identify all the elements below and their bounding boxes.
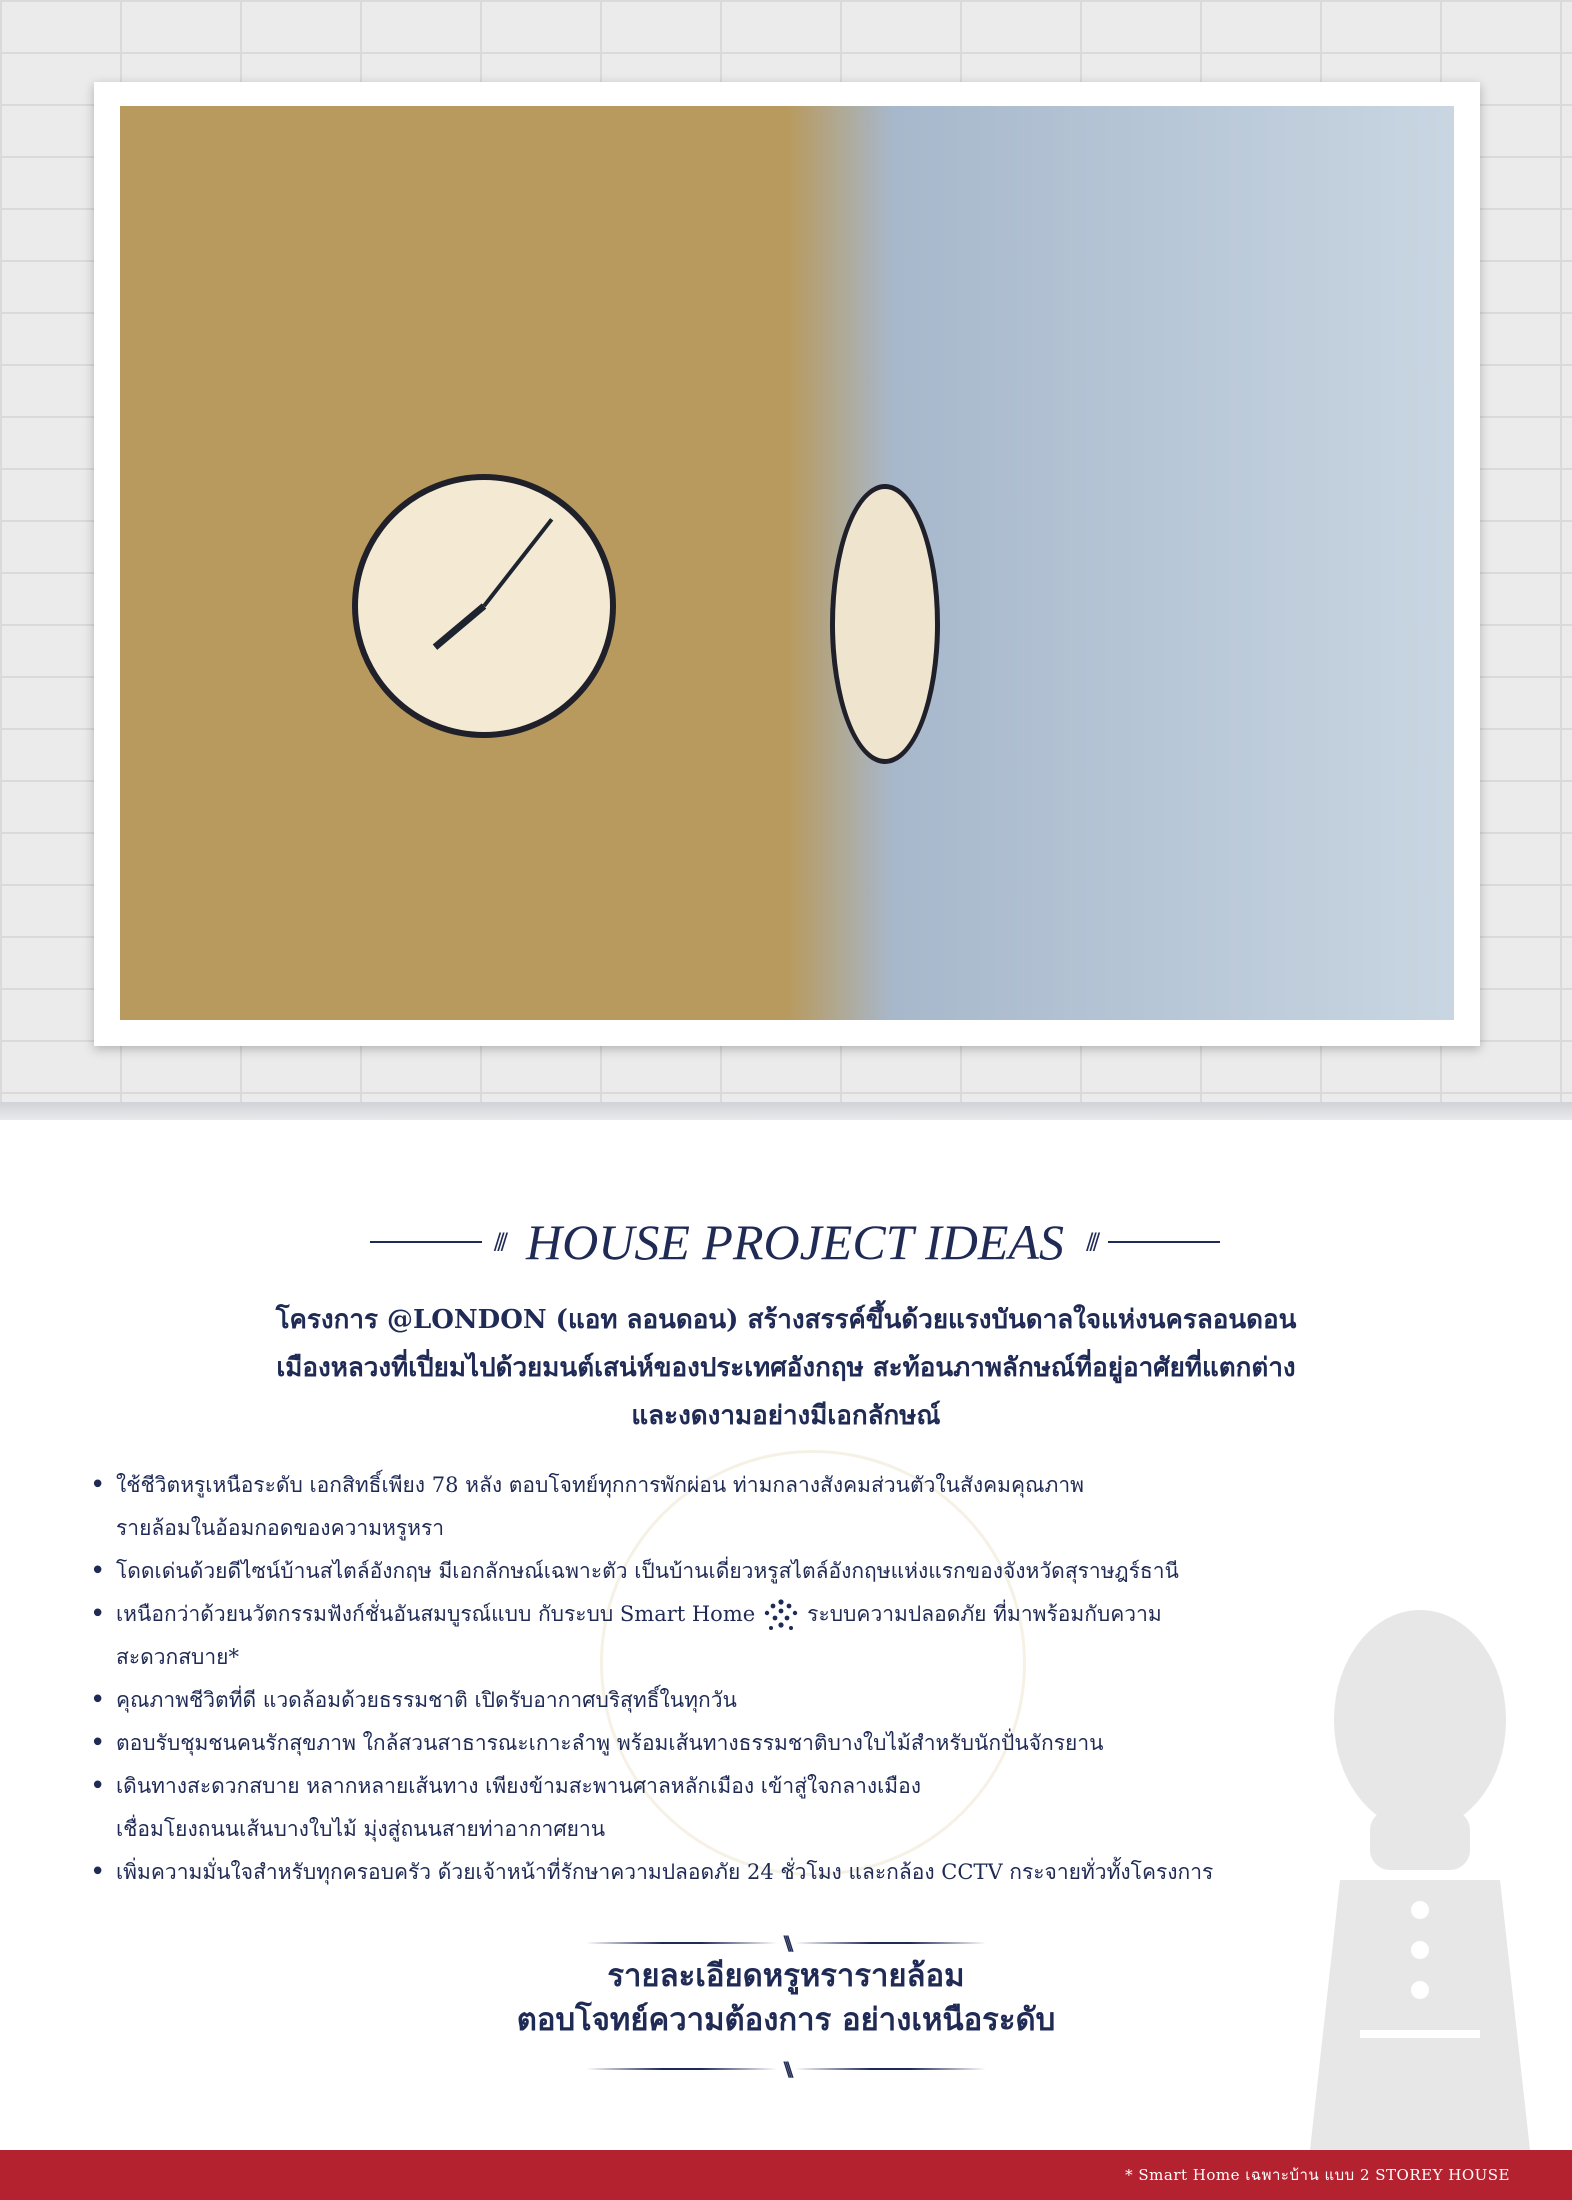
intro-paragraph (110, 1296, 1462, 1440)
list-item (86, 1593, 1506, 1679)
squiggle-ornament-right: /// (1085, 1229, 1097, 1255)
intro-line: เมืองหลวงที่เปี่ยมไปด้วยมนต์เสน่ห์ของประเทศอังกฤษ สะท้อนภาพลักษณ์ที่อยู่อาศัยที่แตกต่าง (276, 1353, 1296, 1383)
smart-home-icon (761, 1598, 801, 1634)
list-item-text-part: ระบบความปลอดภัย ที่มาพร้อมกับความ (807, 1602, 1162, 1626)
page-title: HOUSE PROJECT IDEAS (526, 1214, 1064, 1270)
intro-line: โครงการ @LONDON (แอท ลอนดอน) สร้างสรรค์ขึ้นด้วยแรงบันดาลใจแห่งนครลอนดอน (275, 1305, 1297, 1335)
photo-frame (94, 82, 1480, 1046)
ornament-line (586, 1942, 777, 1944)
intro-line: และงดงามอย่างมีเอกลักษณ์ (631, 1401, 941, 1431)
list-item-text: • เพิ่มความมั่นใจสำหรับทุกครอบครัว ด้วยเจ้าหน้าที่รักษาความปลอดภัย 24 ชั่วโมง และกล้อง CCTV กระจายทั่วทั้งโครงการ (116, 1860, 1214, 1884)
ornament-line (586, 2068, 777, 2070)
ornament-mark: \\\ (783, 1931, 789, 1955)
list-item-text-part: เหนือกว่าด้วยนวัตกรรมฟังก์ชั่นอันสมบูรณ์แบบ กับระบบ Smart Home (116, 1602, 756, 1626)
heading-rule-left (370, 1241, 482, 1243)
ornament-mark: \\\ (783, 2057, 789, 2081)
closing-statement (300, 1954, 1272, 2042)
closing-line: ตอบโจทย์ความต้องการ อย่างเหนือระดับ (516, 2002, 1056, 2038)
list-item-text: เชื่อมโยงถนนเส้นบางใบไม้ มุ่งสู่ถนนสายท่าอากาศยาน (116, 1817, 606, 1841)
feature-list (86, 1464, 1506, 1894)
list-item (86, 1722, 1506, 1765)
closing-line: รายละเอียดหรูหรารายล้อม (607, 1958, 965, 1994)
list-item-text: • ใช้ชีวิตหรูเหนือระดับ เอกสิทธิ์เพียง 78 หลัง ตอบโจทย์ทุกการพักผ่อน ท่ามกลางสังคมส่วนตัวในสังคมคุณภาพ (116, 1473, 1084, 1497)
list-item (86, 1851, 1506, 1894)
list-item (86, 1679, 1506, 1722)
royal-guard-silhouette-icon (1300, 1610, 1540, 2150)
list-item-text (116, 1593, 1506, 1636)
list-item (86, 1464, 1506, 1550)
footnote: * Smart Home เฉพาะบ้าน แบบ 2 STOREY HOUSE (1125, 2166, 1510, 2184)
list-item (86, 1765, 1506, 1851)
list-item (86, 1550, 1506, 1593)
list-item-text: • คุณภาพชีวิตที่ดี แวดล้อมด้วยธรรมชาติ เปิดรับอากาศบริสุทธิ์ในทุกวัน (116, 1688, 737, 1712)
list-item-text: • โดดเด่นด้วยดีไซน์บ้านสไตล์อังกฤษ มีเอกลักษณ์เฉพาะตัว เป็นบ้านเดี่ยวหรูสไตล์อังกฤษแห่งแรกของจังหวัดสุราษฎร์ธานี (116, 1559, 1179, 1583)
squiggle-ornament-left: /// (493, 1229, 505, 1255)
clock-face-side (830, 484, 940, 764)
heading-row (300, 1212, 1290, 1272)
list-item-text: สะดวกสบาย* (116, 1645, 239, 1669)
list-item-text: • เดินทางสะดวกสบาย หลากหลายเส้นทาง เพียงข้ามสะพานศาลหลักเมือง เข้าสู่ใจกลางเมือง (116, 1774, 922, 1798)
ornament-divider-bottom (586, 2054, 986, 2084)
clock-face-main (352, 474, 616, 738)
big-ben-photo (120, 106, 1454, 1020)
ornament-line (795, 2068, 986, 2070)
ornament-line (795, 1942, 986, 1944)
list-item-text: • ตอบรับชุมชนคนรักสุขภาพ ใกล้สวนสาธารณะเกาะลำพู พร้อมเส้นทางธรรมชาติบางใบไม้สำหรับนักปั่นจักรยาน (116, 1731, 1104, 1755)
list-item-text: รายล้อมในอ้อมกอดของความหรูหรา (116, 1516, 445, 1540)
heading-rule-right (1108, 1241, 1220, 1243)
